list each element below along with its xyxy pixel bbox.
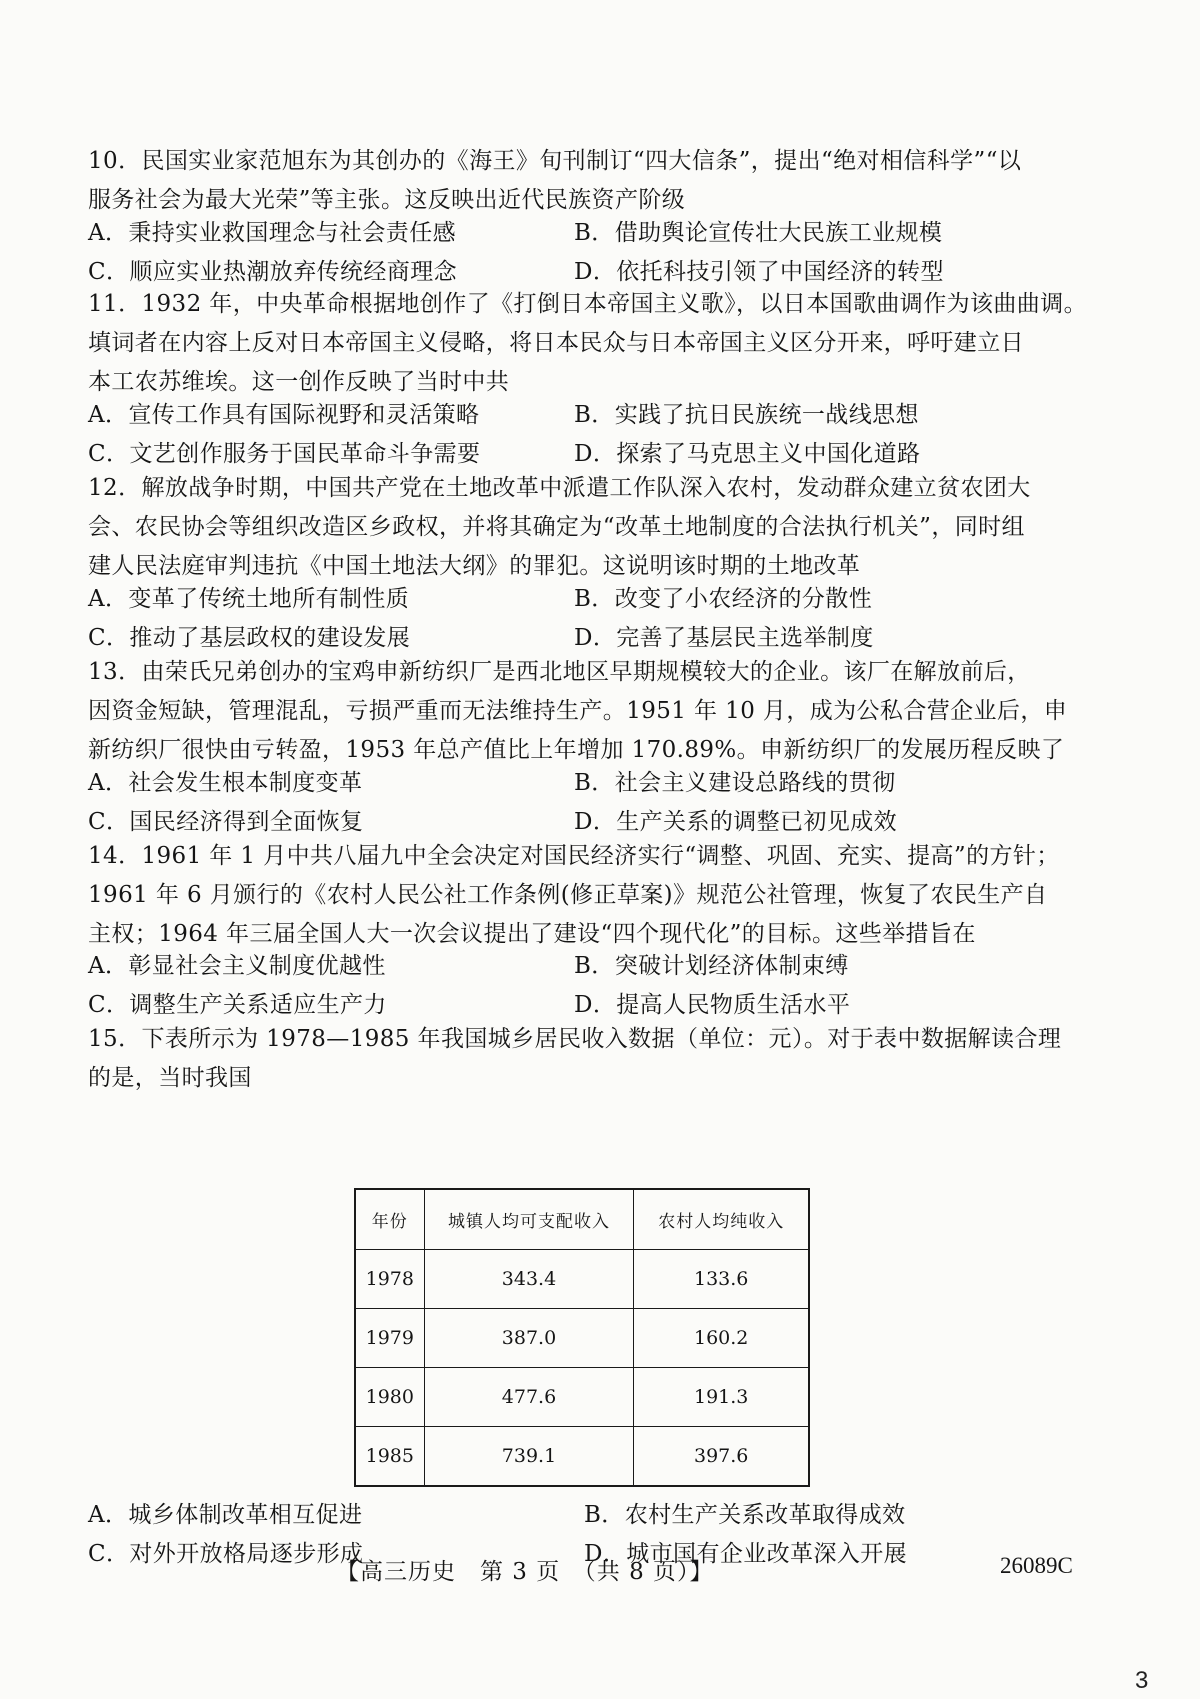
table-header-row <box>355 1189 809 1250</box>
question-text-line: 11．1932 年，中央革命根据地创作了《打倒日本帝国主义歌》，以日本国歌曲调作为该曲曲调。 <box>88 291 1088 317</box>
option-c: C．调整生产关系适应生产力 <box>88 992 387 1018</box>
table-header-cell: 城镇人均可支配收入 <box>424 1189 634 1250</box>
question-10-options <box>88 214 1098 292</box>
question-11-options <box>88 396 1098 474</box>
option-b: B．突破计划经济体制束缚 <box>574 953 849 979</box>
option-a: A．城乡体制改革相互促进 <box>88 1502 363 1528</box>
option-d: D．城市国有企业改革深入开展 <box>584 1541 908 1567</box>
footer-page-info: 【高三历史 第 3 页 （共 8 页）】 <box>336 1559 714 1585</box>
table-cell: 387.0 <box>424 1309 634 1368</box>
table-cell: 133.6 <box>634 1250 809 1309</box>
page-number: 3 <box>1135 1667 1149 1694</box>
question-text-line: 13．由荣氏兄弟创办的宝鸡申新纺织厂是西北地区早期规模较大的企业。该厂在解放前后， <box>88 659 1031 685</box>
question-text-line: 主权；1964 年三届全国人大一次会议提出了建设“四个现代化”的目标。这些举措旨在 <box>88 921 976 947</box>
question-15 <box>88 1020 1098 1098</box>
question-text-line: 填词者在内容上反对日本帝国主义侵略，将日本民众与日本帝国主义区分开来，呼吁建立日 <box>88 330 1024 356</box>
option-c: C．国民经济得到全面恢复 <box>88 809 364 835</box>
table-row <box>355 1309 809 1368</box>
option-a: A．彰显社会主义制度优越性 <box>88 953 386 979</box>
option-c: C．文艺创作服务于国民革命斗争需要 <box>88 441 481 467</box>
option-d: D．完善了基层民主选举制度 <box>574 625 874 651</box>
option-b: B．改变了小农经济的分散性 <box>574 586 873 612</box>
option-a: A．变革了传统土地所有制性质 <box>88 586 410 612</box>
question-text-line: 建人民法庭审判违抗《中国土地法大纲》的罪犯。这说明该时期的土地改革 <box>88 553 861 579</box>
footer-exam-code: 26089C <box>1000 1553 1073 1578</box>
question-text-line: 14．1961 年 1 月中共八届九中全会决定对国民经济实行“调整、巩固、充实、提高”的方针； <box>88 843 1060 869</box>
option-c: C．对外开放格局逐步形成 <box>88 1541 364 1567</box>
option-c: C．推动了基层政权的建设发展 <box>88 625 411 651</box>
option-a: A．社会发生根本制度变革 <box>88 770 363 796</box>
table-cell: 1980 <box>355 1368 424 1427</box>
question-text-line: 15．下表所示为 1978—1985 年我国城乡居民收入数据（单位：元）。对于表中数据解读合理 <box>88 1026 1062 1052</box>
income-data-table <box>354 1188 810 1487</box>
question-text-line: 的是，当时我国 <box>88 1065 252 1091</box>
question-13 <box>88 653 1098 770</box>
question-12 <box>88 469 1098 586</box>
question-text-line: 因资金短缺，管理混乱，亏损严重而无法维持生产。1951 年 10 月，成为公私合营企业后，申 <box>88 698 1068 724</box>
table-cell: 739.1 <box>424 1427 634 1487</box>
option-d: D．依托科技引领了中国经济的转型 <box>574 259 944 285</box>
option-a: A．秉持实业救国理念与社会责任感 <box>88 220 457 246</box>
question-text-line: 1961 年 6 月颁行的《农村人民公社工作条例(修正草案)》规范公社管理，恢复了农民生产自 <box>88 882 1048 908</box>
table-cell: 1985 <box>355 1427 424 1487</box>
table-row <box>355 1250 809 1309</box>
table-row <box>355 1368 809 1427</box>
table-cell: 477.6 <box>424 1368 634 1427</box>
question-text-line: 会、农民协会等组织改造区乡政权，并将其确定为“改革土地制度的合法执行机关”，同时组 <box>88 514 1025 540</box>
question-text-line: 本工农苏维埃。这一创作反映了当时中共 <box>88 369 510 395</box>
question-text-line: 服务社会为最大光荣”等主张。这反映出近代民族资产阶级 <box>88 187 686 213</box>
table-header-cell: 农村人均纯收入 <box>634 1189 809 1250</box>
table-cell: 191.3 <box>634 1368 809 1427</box>
question-13-options <box>88 764 1098 842</box>
option-b: B．实践了抗日民族统一战线思想 <box>574 402 919 428</box>
question-text-line: 10．民国实业家范旭东为其创办的《海王》旬刊制订“四大信条”，提出“绝对相信科学”“以 <box>88 148 1022 174</box>
question-11 <box>88 285 1098 402</box>
table-cell: 397.6 <box>634 1427 809 1487</box>
option-d: D．生产关系的调整已初见成效 <box>574 809 898 835</box>
table-header-cell: 年份 <box>355 1189 424 1250</box>
option-d: D．探索了马克思主义中国化道路 <box>574 441 921 467</box>
table-cell: 1978 <box>355 1250 424 1309</box>
option-a: A．宣传工作具有国际视野和灵活策略 <box>88 402 480 428</box>
table-cell: 160.2 <box>634 1309 809 1368</box>
question-text-line: 新纺织厂很快由亏转盈，1953 年总产值比上年增加 170.89%。申新纺织厂的发展历程反映了 <box>88 737 1065 763</box>
option-c: C．顺应实业热潮放弃传统经商理念 <box>88 259 457 285</box>
question-text-line: 12．解放战争时期，中国共产党在土地改革中派遣工作队深入农村，发动群众建立贫农团大 <box>88 475 1031 501</box>
question-10 <box>88 142 1098 220</box>
table-cell: 343.4 <box>424 1250 634 1309</box>
option-b: B．社会主义建设总路线的贯彻 <box>574 770 896 796</box>
option-b: B．农村生产关系改革取得成效 <box>584 1502 906 1528</box>
option-b: B．借助舆论宣传壮大民族工业规模 <box>574 220 943 246</box>
question-14 <box>88 837 1098 954</box>
question-14-options <box>88 947 1098 1025</box>
table-cell: 1979 <box>355 1309 424 1368</box>
question-12-options <box>88 580 1098 658</box>
option-d: D．提高人民物质生活水平 <box>574 992 851 1018</box>
table-row <box>355 1427 809 1487</box>
